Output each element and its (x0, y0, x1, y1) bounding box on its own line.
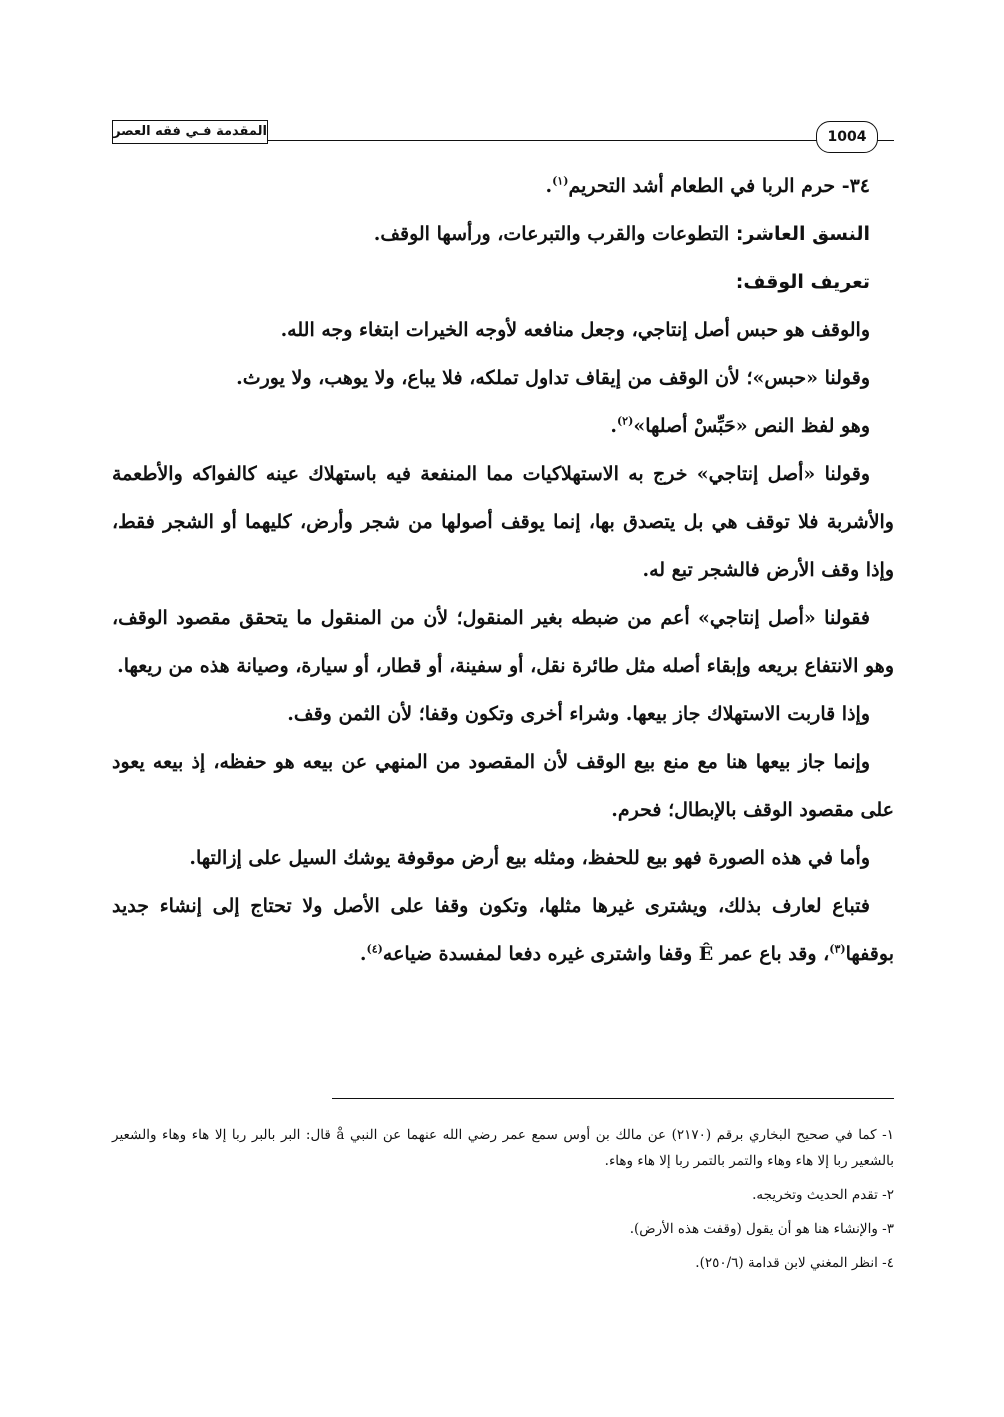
running-title: المقدمة فـي فقه العصر (112, 120, 268, 144)
paragraph-movable: فقولنا «أصل إنتاجي» أعم من ضبطه بغير المنقول؛ لأن من المنقول ما يتحقق مقصود الوقف، وهو الانتفاع بريعه وإبقاء أصله مثل طائرة نقل، أو سفينة، أو قطار، أو سيارة، وصيانة هذه من ريعها. (112, 607, 894, 677)
page-header (112, 118, 894, 148)
paragraph-rule-34 (112, 162, 894, 210)
footnote-ref-4: (٤) (366, 942, 383, 956)
heading-waqf-definition: تعريف الوقف: (735, 271, 870, 293)
punct: . (545, 175, 553, 197)
footnote-2: ٢- تقدم الحديث وتخريجه. (752, 1187, 894, 1203)
footnote-1-text-a: ١- كما في صحيح البخاري برقم (٢١٧٠) عن مالك بن أوس سمع عمر رضي الله عنهما عن النبي (344, 1127, 894, 1143)
footnote-1 (112, 1122, 894, 1174)
replacement-text-a: فتباع لعارف بذلك، ويشترى غيرها مثلها، وتكون وقفا على الأصل ولا تحتاج إلى إنشاء جديد بوقفها (112, 895, 894, 965)
paragraph-replacement (112, 882, 894, 978)
paragraph-section-ten (112, 210, 894, 258)
replacement-text-c: وقفا واشترى غيره دفعا لمفسدة ضياعه (382, 943, 699, 965)
paragraph-habs: وقولنا «حبس»؛ لأن الوقف من إيقاف تداول تملكه، فلا يباع، ولا يوهب، ولا يورث. (236, 367, 870, 389)
paragraph-consumption: وإذا قاربت الاستهلاك جاز بيعها. وشراء أخرى وتكون وقفا؛ لأن الثمن وقف. (287, 703, 870, 725)
footnote-ref-1: (١) (552, 174, 569, 188)
honorific-symbol: Ê (698, 943, 714, 965)
punct: . (359, 943, 367, 965)
page-number: 1004 (816, 121, 878, 153)
footnote-3: ٣- والإنشاء هنا هو أن يقول (وقفت هذه الأرض). (629, 1221, 894, 1237)
punct: . (610, 415, 617, 437)
paragraph-productive-asset: وقولنا «أصل إنتاجي» خرج به الاستهلاكيات مما المنفعة فيه باستهلاك عينه كالفواكه والأطعمة والأشربة فلا توقف هي بل يتصدق بها، إنما يوقف أصولها من شجر وأرض، كليهما أو الشجر فقط، وإذا وقف الأرض فالشجر تبع له. (112, 463, 894, 581)
section-label: النسق العاشر: (735, 223, 870, 245)
honorific-symbol: å (336, 1127, 345, 1143)
rule-34-text: ٣٤- حرم الربا في الطعام أشد التحريم (568, 175, 870, 197)
paragraph-preservation: وأما في هذه الصورة فهو بيع للحفظ، ومثله بيع أرض موقوفة يوشك السيل على إزالتها. (189, 847, 870, 869)
footnotes (112, 1122, 894, 1284)
footnote-1-text-b: قال: البر بالبر ربا إلا هاء وهاء والشعير بالشعير ربا إلا هاء وهاء والتمر بالتمر ربا إلا هاء وهاء. (112, 1127, 894, 1169)
main-text (112, 162, 894, 978)
paragraph-sale-permitted: وإنما جاز بيعها هنا مع منع بيع الوقف لأن المقصود من المنهي عن بيعه هو حفظه، إذ بيعه يعود على مقصود الوقف بالإبطال؛ فحرم. (112, 751, 894, 821)
footnote-ref-3: (٣) (829, 942, 846, 956)
replacement-text-b: ، وقد باع عمر (713, 943, 830, 965)
nass-text: وهو لفظ النص «حَبِّسْ أصلها» (633, 415, 870, 437)
section-text: التطوعات والقرب والتبرعات، ورأسها الوقف. (373, 223, 736, 245)
paragraph-definition: والوقف هو حبس أصل إنتاجي، وجعل منافعه لأوجه الخيرات ابتغاء وجه الله. (280, 319, 870, 341)
footnote-ref-2: (٢) (616, 414, 634, 428)
footnote-4: ٤- انظر المغني لابن قدامة (٢٥٠/٦). (695, 1255, 894, 1271)
footnote-separator (332, 1098, 894, 1099)
paragraph-nass (112, 402, 894, 450)
